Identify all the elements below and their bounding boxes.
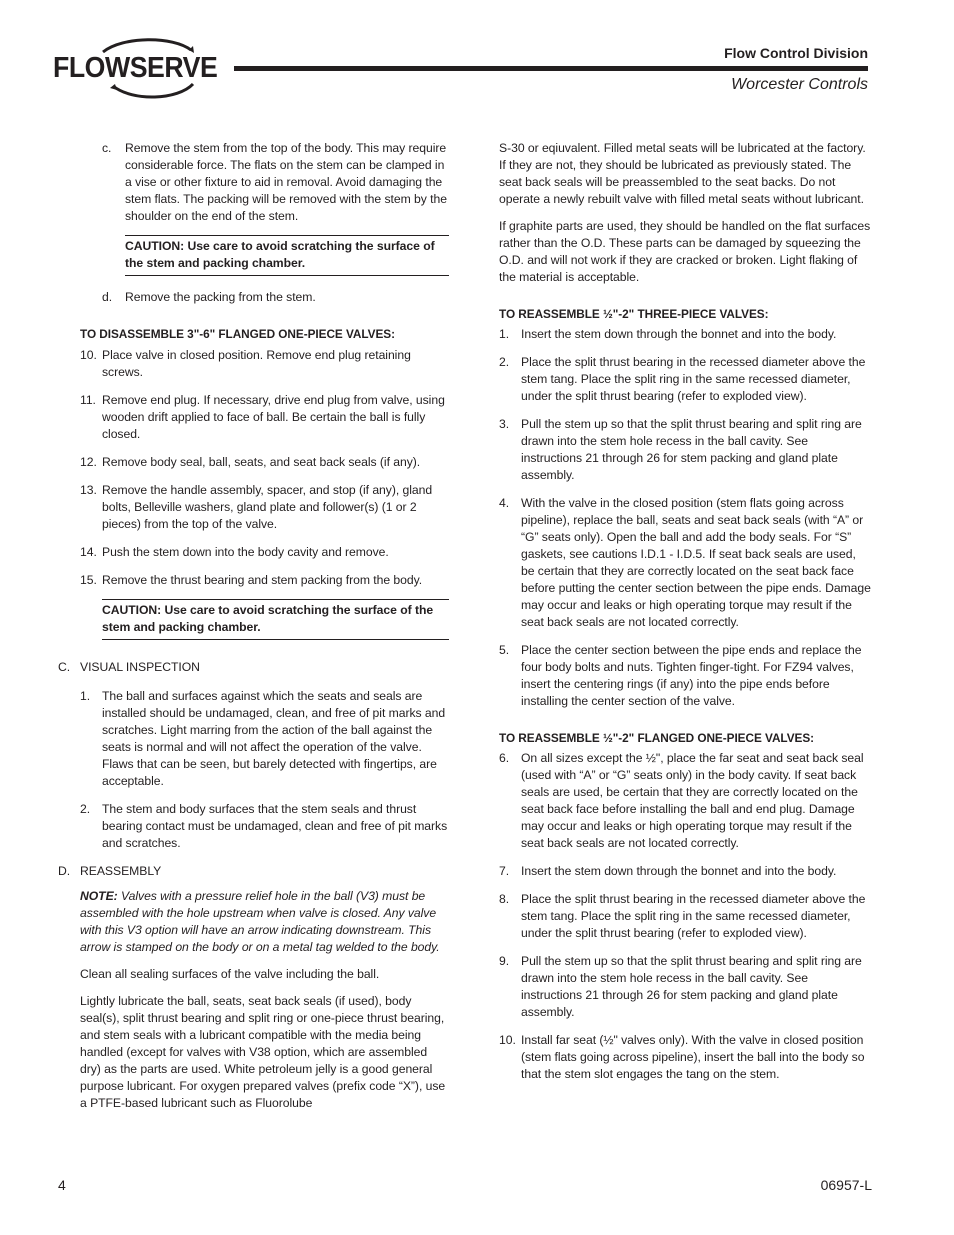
flanged-steps <box>499 750 871 1083</box>
paragraph: S-30 or eqiuvalent. Filled metal seats will be lubricated at the factory. If they are not, they should be lubricated as previously stated. The seat back seals will be preassembled to the seat backs. Do not operate a newly rebuilt valve with filled metal seats without lubricant. <box>499 141 866 206</box>
paragraph: Lightly lubricate the ball, seats, seat back seals (if used), body seal(s), split thrust bearing and split ring or one-piece thrust bearing, and stem seals with a lubricant compatible with the media being handled (except for valves with V38 option, which are assembled dry) as the parts are used. White petroleum jelly is a good general purpose lubricant. For oxygen prepared valves (prefix code “X”), use a PTFE-based lubricant such as Fluorolube <box>80 994 446 1110</box>
step-number: 2. <box>80 802 91 816</box>
step-number: 10. <box>80 348 97 362</box>
step-text: Place the split thrust bearing in the recessed diameter above the stem tang. Place the split ring in the same recessed diameter, under the split thrust bearing (refer to exploded view). <box>521 892 866 940</box>
step-text: Pull the stem up so that the split thrust bearing and split ring are drawn into the stem hole recess in the ball cavity. See instructions 21 through 26 for stem packing and gland plate assembly. <box>521 954 862 1019</box>
step-text: Remove the thrust bearing and stem packing from the body. <box>102 573 423 587</box>
step-number: 13. <box>80 483 97 497</box>
step-text: Insert the stem down through the bonnet and into the body. <box>521 864 837 878</box>
step-text: Remove the stem from the top of the body. This may require considerable force. The flats on the stem can be clamped in a vise or other fixture to aid in removal. Avoid damaging the stem flats. The packing will be removed with the stem by the shoulder on the end of the stem. <box>125 141 447 223</box>
step-text: The stem and body surfaces that the stem seals and thrust bearing contact must be undamaged, clean and free of pit marks and scratches. <box>102 802 448 850</box>
step-c <box>102 140 450 225</box>
paragraph: If graphite parts are used, they should be handled on the flat surfaces rather than the O.D. These parts can be damaged by squeezing the O.D. and will not work if they are cracked or broken. Light flaking of the material is acceptable. <box>499 219 871 284</box>
list-item <box>499 953 871 1021</box>
section-title: VISUAL INSPECTION <box>80 660 200 674</box>
note-paragraph <box>80 888 450 956</box>
section-heading: TO REASSEMBLE ½"-2" THREE-PIECE VALVES: <box>499 307 769 321</box>
section-heading: TO REASSEMBLE ½"-2" FLANGED ONE-PIECE VALVES: <box>499 731 815 745</box>
step-number: 11. <box>80 393 96 407</box>
list-item <box>80 347 450 381</box>
list-item <box>80 544 450 561</box>
division-title: Flow Control Division <box>724 45 868 61</box>
step-label: d. <box>102 290 113 304</box>
step-number: 1. <box>80 689 91 703</box>
step-text: Remove the packing from the stem. <box>125 290 316 304</box>
step-text: Remove end plug. If necessary, drive end plug from valve, using wooden drift applied to face of ball. Be certain the ball is fully closed. <box>102 393 445 441</box>
note-label: NOTE: <box>80 889 118 903</box>
note-text: Valves with a pressure relief hole in the ball (V3) must be assembled with the hole upstream when valve is closed. Any valve with this V3 option will have an arrow indicating downstream. This arrow is stamped on the body or on a metal tag welded to the body. <box>80 889 440 954</box>
list-item <box>499 863 871 880</box>
section-title: REASSEMBLY <box>80 864 162 878</box>
list-item <box>499 416 871 484</box>
step-text: Remove body seal, ball, seats, and seat back seals (if any). <box>102 455 421 469</box>
caution-note: CAUTION: Use care to avoid scratching the surface of the stem and packing chamber. <box>102 599 449 640</box>
step-number: 6. <box>499 751 510 765</box>
step-number: 1. <box>499 327 510 341</box>
list-item <box>80 572 450 589</box>
section-c-heading <box>58 659 450 676</box>
section-d-heading <box>58 863 450 880</box>
step-text: Push the stem down into the body cavity and remove. <box>102 545 389 559</box>
step-number: 9. <box>499 954 510 968</box>
flowserve-logo <box>53 38 218 102</box>
logo-wordmark: FLOWSERVE <box>53 52 218 84</box>
list-item <box>80 482 450 533</box>
list-item <box>80 392 450 443</box>
list-item <box>499 326 871 343</box>
step-text: Place valve in closed position. Remove end plug retaining screws. <box>102 348 411 379</box>
step-text: Pull the stem up so that the split thrust bearing and split ring are drawn into the stem hole recess in the ball cavity. See instructions 21 through 26 for stem packing and gland plate assembly. <box>521 417 862 482</box>
list-item <box>80 801 450 852</box>
step-text: Install far seat (½" valves only). With the valve in closed position (stem flats going across pipeline), insert the ball into the body so that the stem slot engages the tang on the stem. <box>521 1033 865 1081</box>
brand-title: Worcester Controls <box>731 76 868 93</box>
step-number: 2. <box>499 355 510 369</box>
disassembly-steps <box>80 347 450 589</box>
list-item <box>499 354 871 405</box>
section-label: C. <box>58 660 71 674</box>
header-rule <box>234 66 868 71</box>
step-number: 8. <box>499 892 510 906</box>
section-label: D. <box>58 864 71 878</box>
step-text: Remove the handle assembly, spacer, and stop (if any), gland bolts, Belleville washers, gland plate and follower(s) (1 or 2 pieces) from the top of the valve. <box>102 483 433 531</box>
list-item <box>499 750 871 852</box>
step-number: 4. <box>499 496 510 510</box>
step-number: 15. <box>80 573 97 587</box>
step-number: 10. <box>499 1033 516 1047</box>
list-item <box>499 891 871 942</box>
caution-note: CAUTION: Use care to avoid scratching the surface of the stem and packing chamber. <box>125 235 449 276</box>
step-number: 5. <box>499 643 510 657</box>
page-number: 4 <box>58 1177 66 1193</box>
step-text: The ball and surfaces against which the seats and seals are installed should be undamaged, clean, and free of pit marks and scratches. Light marring from the action of the ball against the seats is normal and will not affect the operation of the valve. Flaws that can be seen, but barely detected with fingertips, are acceptable. <box>102 689 446 788</box>
list-item <box>499 495 871 631</box>
three-piece-steps <box>499 326 871 710</box>
step-number: 7. <box>499 864 510 878</box>
step-text: With the valve in the closed position (stem flats going across pipeline), replace the ball, seats and seat back seals (with “A” or “G” seats only). Open the ball and add the body seals. For “S” gaskets, see cautions I.D.1 - I.D.5. If seat back seals are used, be certain that they are correctly located on the seat back face before putting the center section between the pipe ends. Damage may occur and leaks or high operating torque may result if the seat back seals are not located correctly. <box>521 496 871 629</box>
step-text: Place the split thrust bearing in the recessed diameter above the stem tang. Place the split ring in the same recessed diameter, under the split thrust bearing (refer to exploded view). <box>521 355 866 403</box>
step-number: 12. <box>80 455 97 469</box>
paragraph: Clean all sealing surfaces of the valve including the ball. <box>80 967 380 981</box>
right-column <box>499 140 871 1083</box>
left-column <box>58 140 450 1112</box>
step-number: 14. <box>80 545 97 559</box>
inspection-list <box>80 688 450 852</box>
list-item <box>80 454 450 471</box>
list-item <box>499 1032 871 1083</box>
step-text: Insert the stem down through the bonnet and into the body. <box>521 327 837 341</box>
list-item <box>499 642 871 710</box>
step-number: 3. <box>499 417 510 431</box>
step-label: c. <box>102 141 112 155</box>
list-item <box>80 688 450 790</box>
step-text: On all sizes except the ½", place the far seat and seat back seal (used with “A” or “G” seats only) in the body cavity. If seat back seals are used, be certain that they are correctly located on the seat back face before installing the ball and end plug. Damage may occur and leaks or high operating torque may result if the seat back seals are not located correctly. <box>521 751 864 850</box>
document-number: 06957-L <box>820 1177 872 1193</box>
step-text: Place the center section between the pipe ends and replace the four body bolts and nuts. Tighten finger-tight. For FZ94 valves, insert the centering rings (if any) into the pipe ends before installing the center section of the valve. <box>521 643 862 708</box>
step-d <box>102 289 450 306</box>
section-heading: TO DISASSEMBLE 3"-6" FLANGED ONE-PIECE VALVES: <box>80 327 395 341</box>
